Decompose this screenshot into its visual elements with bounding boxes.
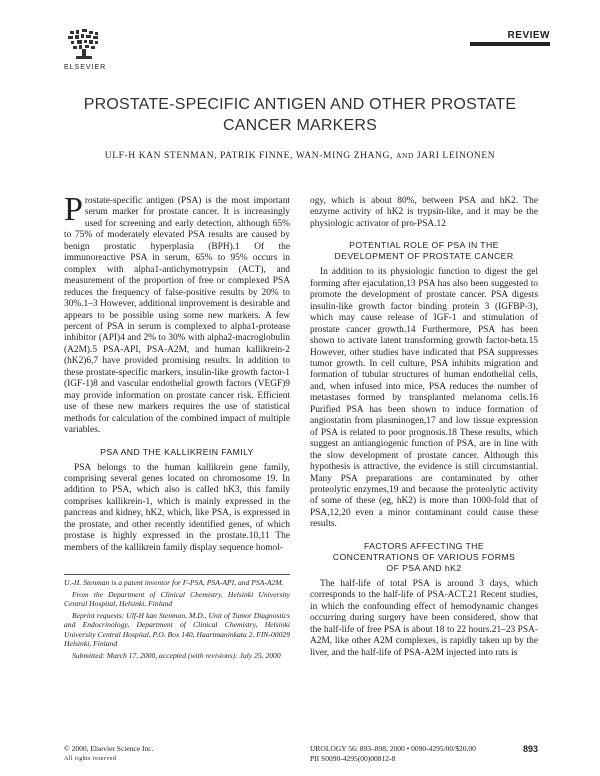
article-title — [40, 94, 560, 136]
continuation-paragraph: ogy, which is about 80%, between PSA and hK2. The enzyme activity of hK2 is trypsin-like, and it may be the physiologic activator of pro-PSA.12 — [310, 196, 538, 229]
publisher-logo — [64, 28, 107, 71]
footnote-reprint: Reprint requests: Ulf-H kan Stenman, M.D., Unit of Tumor Diagnostics and Endocrinology, Department of Clinical Chemistry, Helsinki University Central Hospital, P.O. Box 140, Haartmaninkatu 2, FIN-00029 Helsinki, Finland — [64, 610, 290, 648]
heading-role-of-psa — [310, 240, 538, 262]
authors-and: AND — [395, 151, 415, 160]
drop-cap: P — [64, 191, 83, 228]
footnote-dates: Submitted: March 17, 2000, accepted (with revisions): July 25, 2000 — [72, 650, 281, 660]
footer-copyright — [64, 744, 153, 764]
page-number: 893 — [522, 744, 538, 754]
section-label: REVIEW — [507, 30, 550, 41]
footnote-disclosure: U.-H. Stenman is a patent inventor for F-PSA, PSA-API, and PSA-A2M. — [64, 578, 284, 587]
factors-paragraph: The half-life of total PSA is around 3 days, which corresponds to the half-life of PSA-ACT.21 Recent studies, in which the confounding effect of hemodynamic changes occurring during surgery have been considered, show that the half-life of free PSA is about 18 to 22 hours.21–23 PSA-A2M, like other A2M complexes, is rapidly taken up by the liver, and the half-life of PSA-A2M injected into rats is — [310, 578, 538, 658]
intro-paragraph — [64, 191, 290, 437]
footer-citation — [310, 744, 538, 764]
heading-factors — [310, 541, 538, 574]
left-column — [64, 191, 290, 554]
authors-main: ULF-H KAN STENMAN, PATRIK FINNE, WAN-MING ZHANG, — [104, 151, 393, 161]
author-list — [40, 151, 560, 161]
title-line-1: PROSTATE-SPECIFIC ANTIGEN AND OTHER PROSTATE — [83, 96, 517, 113]
elsevier-tree-icon — [64, 28, 104, 62]
publisher-name: ELSEVIER — [64, 64, 107, 71]
heading-factors-line-2: CONCENTRATIONS OF VARIOUS FORMS — [332, 551, 516, 562]
role-paragraph: In addition to its physiologic function to digest the gel forming after ejaculation,13 PSA has also been suggested to promote the development of prostate cancer. PSA digests insulin-like growth factor binding protein 3 (IGFBP-3), which may cause release of IGF-1 and stimulation of prostate cancer growth.14 Furthermore, PSA has been shown to activate latent transforming growth factor-beta.15 However, other studies have indicated that PSA suppresses tumor growth. In cell culture, PSA inhibits migration and formation of tubular structures of human endothelial cells, and, when infused into mice, PSA reduces the number of metastases formed by transplanted melanoma cells.16 Purified PSA has been shown to induce formation of angiostatin from plasminogen,17 and low tissue expression of PSA is related to poor prognosis.18 These results, which suggest an antiangiogenic function of PSA, are in line with the slow development of prostate cancer. Although this hypothesis is attractive, the evidence is still circumstantial. Many PSA preparations are contaminated by other proteolytic enzymes,19 and because the proteolytic activity of some of these (eg, hK2) is more than 1000-fold that of PSA,12,20 even a minor contaminant could cause these results. — [310, 267, 538, 530]
heading-role-line-2: DEVELOPMENT OF PROSTATE CANCER — [334, 251, 514, 262]
footnote-affiliation: From the Department of Clinical Chemistry, Helsinki University Central Hospital, Helsinki, Finland — [64, 589, 290, 608]
heading-kallikrein-family: PSA AND THE KALLIKREIN FAMILY — [100, 446, 254, 457]
heading-factors-line-3: OF PSA AND hK2 — [386, 562, 462, 573]
heading-role-line-1: POTENTIAL ROLE OF PSA IN THE — [349, 240, 499, 251]
section-rule — [470, 42, 550, 46]
right-column — [310, 196, 538, 659]
kallikrein-paragraph: PSA belongs to the human kallikrein gene family, comprising several genes located on chromosome 19. In addition to PSA, which also is called hK3, this family comprises kallikrein-1, which is mainly expressed in the pancreas and kidney, hK2, which, like PSA, is expressed in the prostate, and other recently identified genes, of which prostase is highly expressed in the prostate.10,11 The members of the kallikrein family display sequence homol- — [64, 462, 290, 553]
title-line-2: CANCER MARKERS — [223, 117, 377, 134]
footnotes — [64, 578, 290, 662]
heading-factors-line-1: FACTORS AFFECTING THE — [363, 540, 485, 551]
copyright-line: © 2000, Elsevier Science Inc. — [64, 744, 154, 753]
authors-last: JARI LEINONEN — [417, 151, 496, 161]
rights-line: All rights reserved — [64, 756, 117, 762]
intro-text: rostate-specific antigen (PSA) is the most important serum marker for prostate cancer. It is increasingly used for screening and early detection, although 65% to 75% of moderately elevated PSA results are caused by benign prostatic hyperplasia (BPH).1 Of the immunoreactive PSA in serum, 65% to 95% occurs in complex with alpha1-antichymotrypsin (ACT), and measurement of the proportion of free or complexed PSA reduces the frequency of false-positive results by 20% to 30%.1–3 However, additional improvement is desirable and appears to be possible using some new markers. A few percent of PSA in serum is complexed to alpha1-protease inhibitor (API)4 and 2% to 30% with alpha2-macroglobulin (A2M).5 PSA-API, PSA-A2M, and human kallikrein-2 (hK2)6,7 have provided promising results. In addition to these prostate-specific markers, insulin-like growth factor-1 (IGF-1)8 and vascular endothelial growth factors (VEGF)9 may provide information on prostate cancer risk. Efficient use of these new markers requires the use of statistical methods for calculation of the combined impact of multiple variables. — [64, 196, 290, 436]
pii-line: PII S0090-4295(00)00812-8 — [310, 754, 396, 763]
journal-line: UROLOGY 56: 893–898, 2000 • 0090-4295/00/$20.00 — [310, 744, 476, 753]
footnote-divider — [64, 574, 290, 575]
